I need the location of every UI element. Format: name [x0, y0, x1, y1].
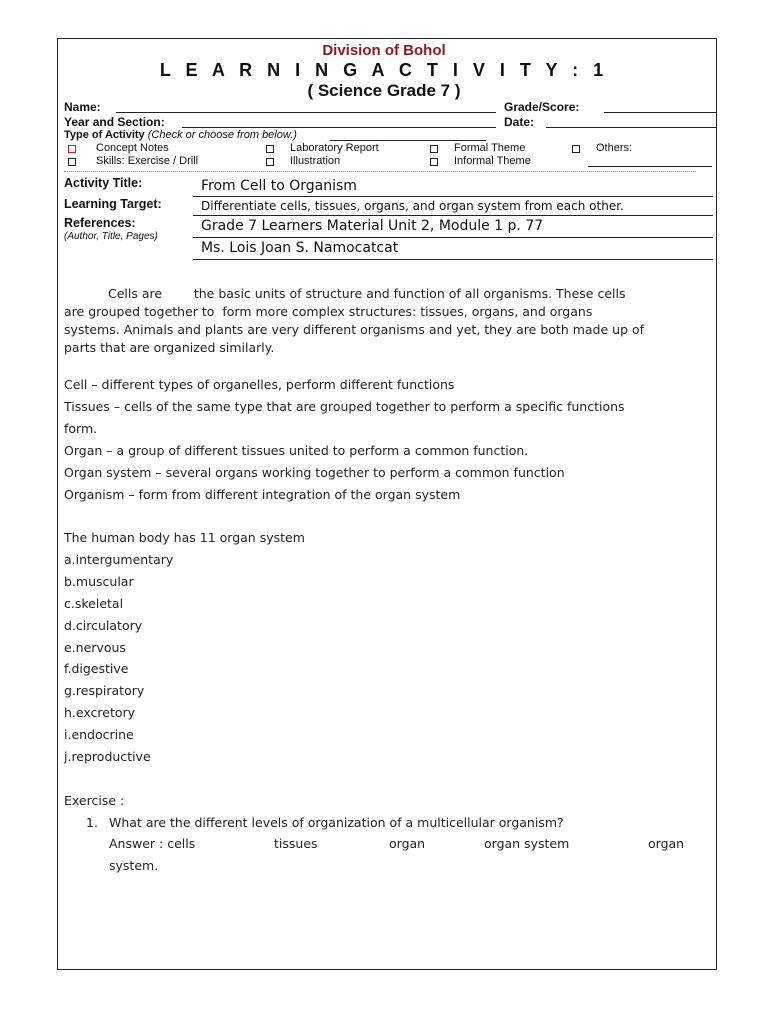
document-frame [57, 38, 717, 970]
reference-1-value: Grade 7 Learners Material Unit 2, Module 1 p. 77 [201, 218, 544, 234]
intro-line: systems. Animals and plants are very different organisms and yet, they are both made up of [64, 322, 645, 337]
activity-title-label: Activity Title: [64, 176, 143, 190]
checkbox-informal-theme[interactable] [430, 158, 438, 166]
definition-line: Cell – different types of organelles, perform different functions [64, 377, 455, 392]
section-divider [64, 171, 696, 172]
checkbox-formal-theme[interactable] [430, 145, 438, 153]
intro-line: parts that are organized similarly. [64, 340, 275, 355]
date-label: Date: [504, 115, 535, 129]
type-of-activity [64, 129, 297, 141]
organ-system-item: a.intergumentary [64, 552, 174, 567]
checkbox-illustration[interactable] [266, 158, 274, 166]
reference-2-value: Ms. Lois Joan S. Namocatcat [201, 240, 399, 256]
answer-word: organ system [484, 836, 570, 851]
answer-word: Answer : cells [109, 836, 196, 851]
answer-tail: system. [109, 858, 159, 873]
type-of-activity-field[interactable] [330, 140, 486, 141]
activity-title-heading: L E A R N I N G A C T I V I T Y : 1 [159, 60, 609, 80]
definition-line: Organ – a group of different tissues united to perform a common function. [64, 443, 529, 458]
organ-system-item: i.endocrine [64, 727, 134, 742]
organ-system-item: c.skeletal [64, 596, 124, 611]
question-number: 1. [86, 815, 98, 830]
checkbox-skills-exercise-drill[interactable] [68, 158, 76, 166]
year-section-label: Year and Section: [64, 115, 165, 129]
type-of-activity-hint: (Check or choose from below.) [147, 129, 297, 141]
subject-subtitle: ( Science Grade 7 ) [307, 81, 461, 100]
organ-system-item: j.reproductive [64, 749, 151, 764]
checkbox-others[interactable] [572, 145, 580, 153]
definition-line: Organ system – several organs working together to perform a common function [64, 465, 565, 480]
reference-1-line [193, 237, 713, 238]
checkbox-concept-notes[interactable] [68, 145, 76, 153]
definition-line: form. [64, 421, 98, 436]
answer-word: tissues [274, 836, 318, 851]
organ-system-item: f.digestive [64, 661, 129, 676]
intro-line: are grouped together to form more complex structures: tissues, organs, and organs [64, 304, 593, 319]
organ-system-item: b.muscular [64, 574, 134, 589]
others-field[interactable] [588, 166, 712, 167]
organ-system-item: g.respiratory [64, 683, 145, 698]
name-field[interactable] [116, 112, 496, 113]
definition-line: Tissues – cells of the same type that are grouped together to perform a specific functions [64, 399, 625, 414]
activity-title-line [193, 196, 713, 197]
intro-line: Cells are the basic units of structure and function of all organisms. These cells [108, 286, 626, 301]
type-of-activity-label: Type of Activity [64, 129, 145, 141]
answer-word: organ [389, 836, 426, 851]
organ-system-item: d.circulatory [64, 618, 143, 633]
activity-title-value: From Cell to Organism [201, 178, 357, 194]
references-hint: (Author, Title, Pages) [64, 231, 158, 242]
name-label: Name: [64, 100, 101, 114]
grade-label: Grade/Score: [504, 100, 580, 114]
answer-word: organ [648, 836, 685, 851]
organ-system-item: e.nervous [64, 640, 126, 655]
exercise-label: Exercise : [64, 793, 125, 808]
organ-system-item: h.excretory [64, 705, 136, 720]
learning-target-label: Learning Target: [64, 197, 162, 211]
question-text: What are the different levels of organization of a multicellular organism? [109, 815, 564, 830]
checkbox-laboratory-report[interactable] [266, 145, 274, 153]
division-heading: Division of Bohol [322, 42, 446, 59]
learning-target-value: Differentiate cells, tissues, organs, and organ system from each other. [201, 199, 624, 213]
definition-line: Organism – form from different integration of the organ system [64, 487, 461, 502]
references-label: References: [64, 216, 136, 230]
organ-systems-heading: The human body has 11 organ system [64, 530, 305, 545]
learning-target-line [193, 215, 713, 216]
reference-2-line [193, 259, 713, 260]
grade-field[interactable] [604, 112, 716, 113]
date-field[interactable] [546, 127, 716, 128]
year-section-field[interactable] [182, 127, 496, 128]
